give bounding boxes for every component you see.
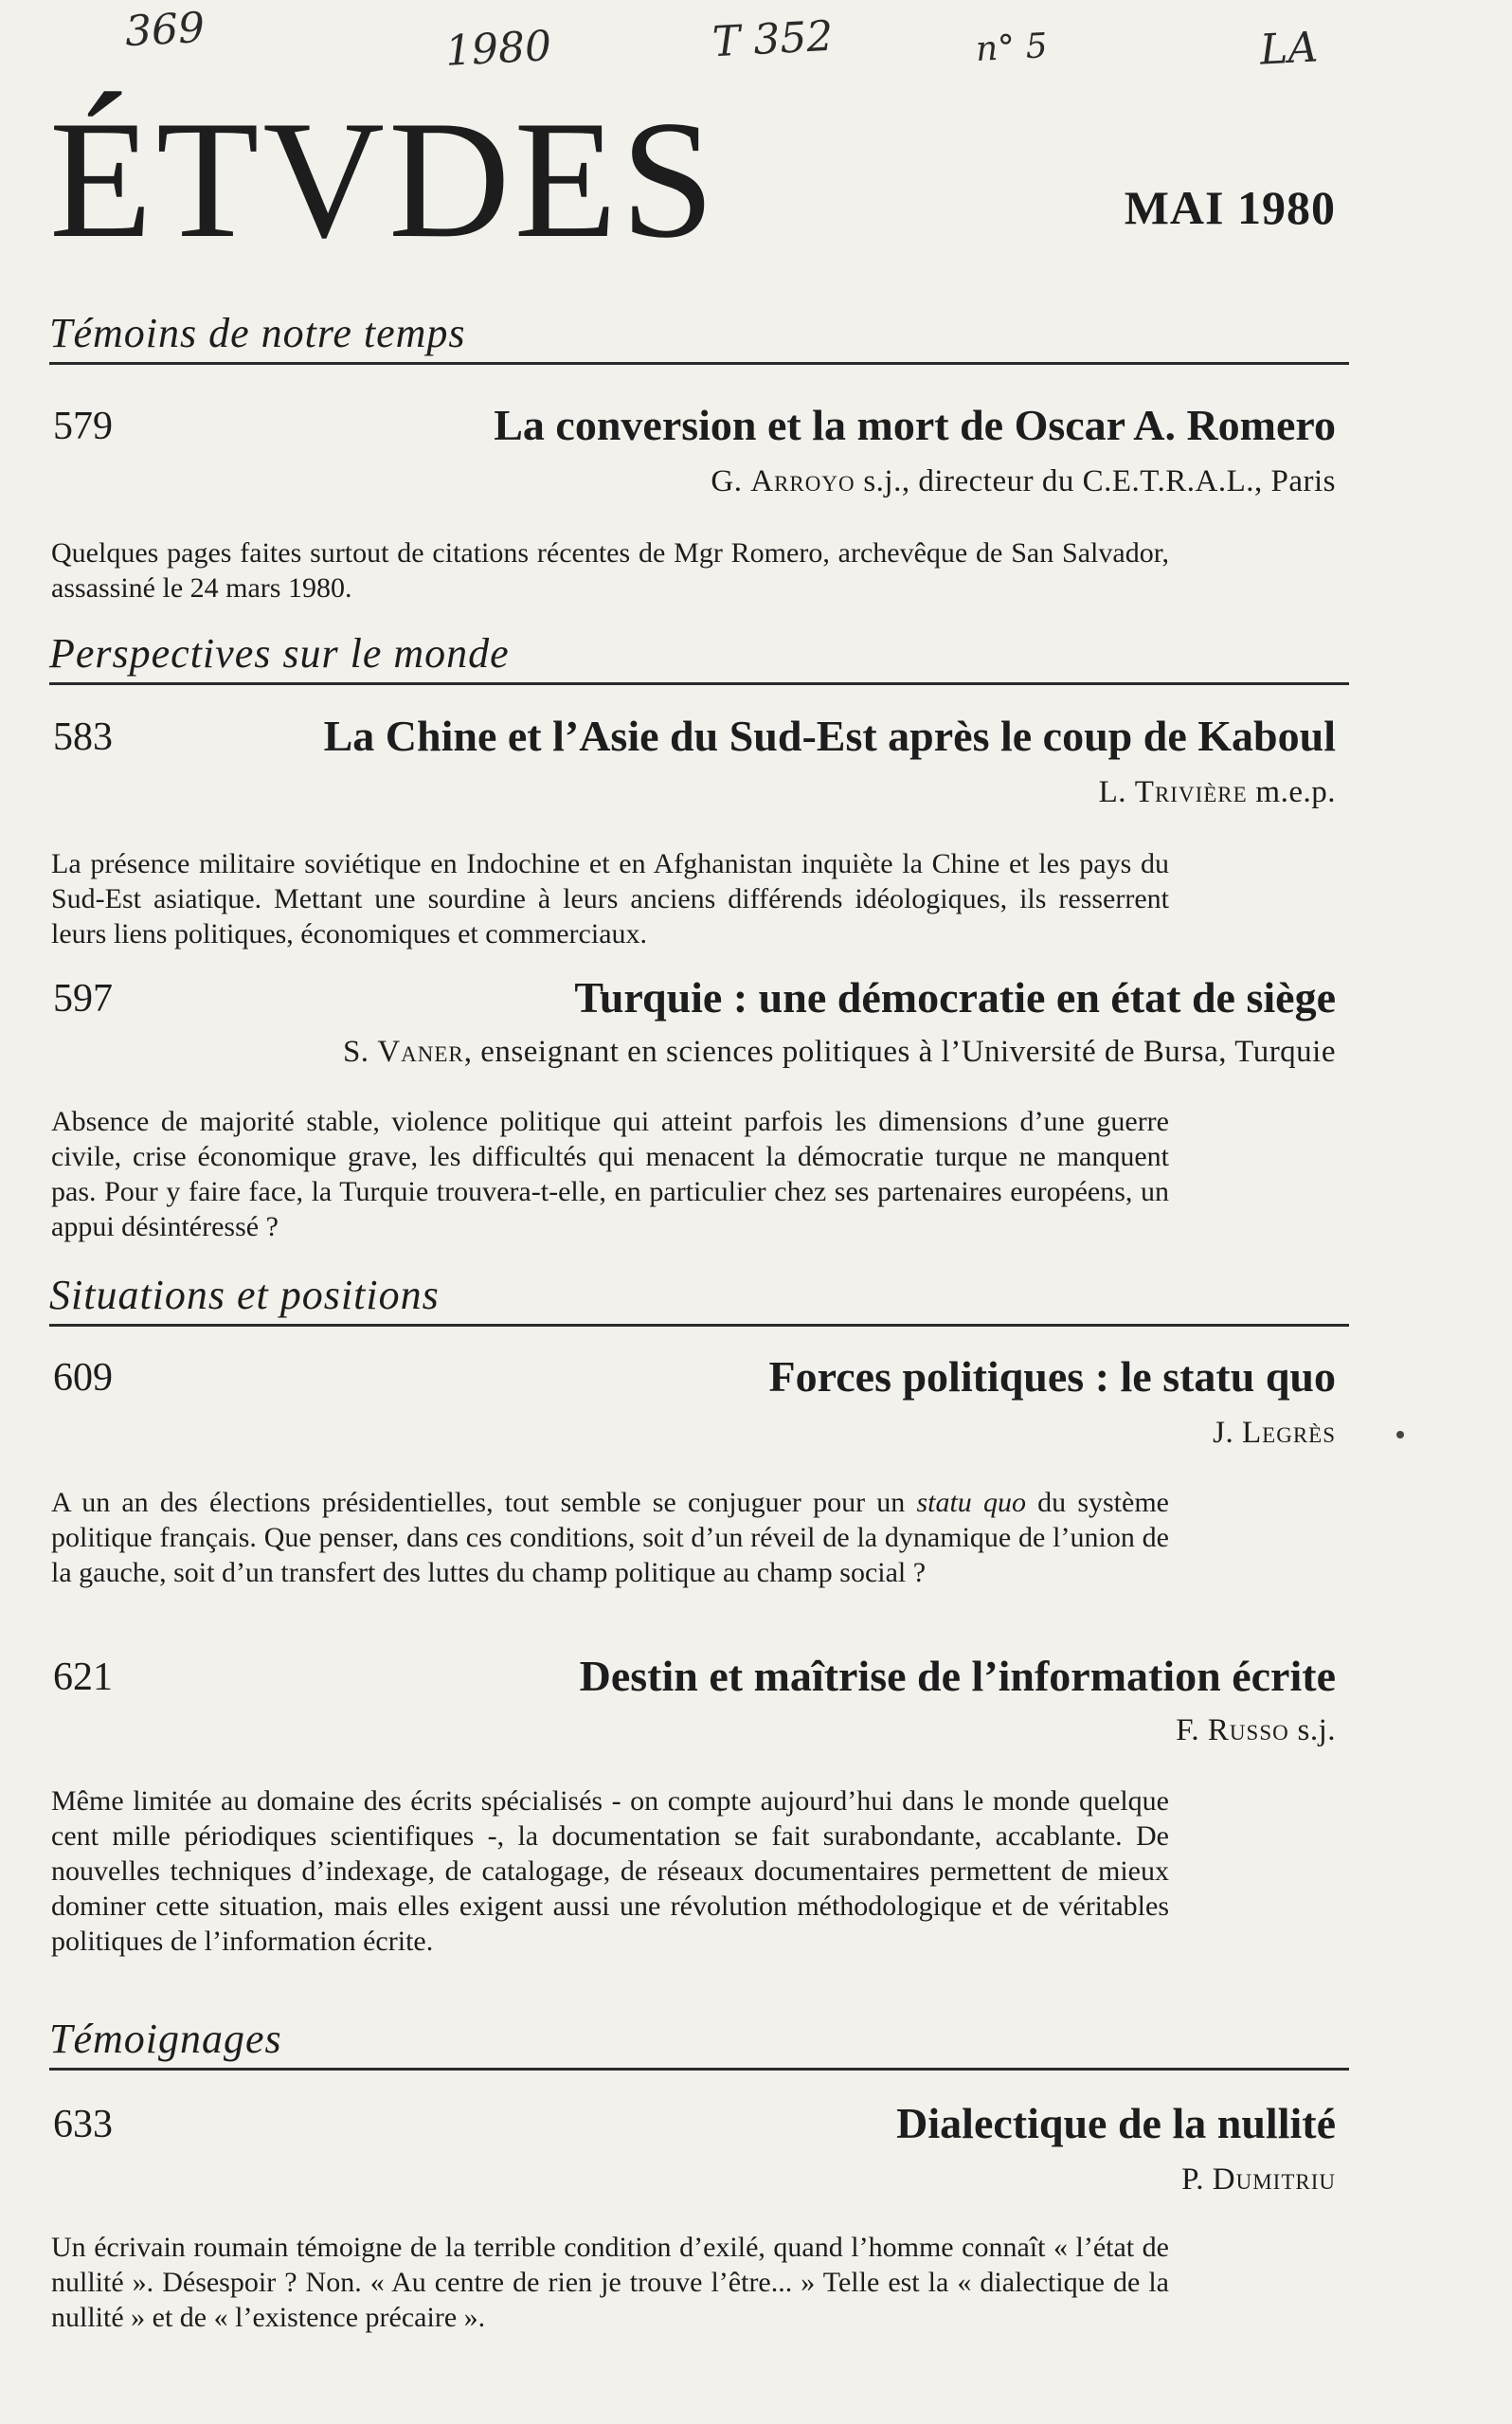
page-number: 597 (53, 977, 113, 1021)
article-summary: Quelques pages faites surtout de citations récentes de Mgr Romero, archevêque de San Salvador, assassiné le 24 mars 1980. (51, 537, 1169, 604)
article-header (49, 1351, 1336, 1412)
article-author: J. Legrès (1213, 1416, 1336, 1450)
handwritten-note: n° 5 (974, 27, 1049, 69)
article-header (49, 972, 1336, 1033)
article-author: S. Vaner, enseignant en sciences politiques à l’Université de Bursa, Turquie (342, 1035, 1336, 1069)
article-summary: A un an des élections présidentielles, tout semble se conjuguer pour un statu quo du système politique français. Que penser, dans ces conditions, soit d’un réveil de la dynamique de l’union de la gauche, soit d’un transfert des luttes du champ politique au champ social ? (51, 1487, 1169, 1588)
article-summary: Même limitée au domaine des écrits spécialisés - on compte aujourd’hui dans le monde quelque cent mille périodiques scientifiques -, la documentation se fait surabondante, accablante. De nouvelles techniques d’indexage, de catalogage, de réseaux documentaires permettent de mieux dominer cette situation, mais elles exigent aussi une révolution méthodologique et de véritables politiques de l’information écrite. (51, 1785, 1169, 1957)
article-title[interactable]: La conversion et la mort de Oscar A. Romero (494, 401, 1336, 449)
article-header (49, 1651, 1336, 1711)
article-title[interactable]: Forces politiques : le statu quo (768, 1352, 1336, 1401)
issue-date: MAI 1980 (1124, 181, 1336, 234)
page-number: 609 (53, 1356, 113, 1400)
article-summary: La présence militaire soviétique en Indochine et en Afghanistan inquiète la Chine et les pays du Sud-Est asiatique. Mettant une sourdine à leurs anciens différends idéologiques, ils resserrent leurs liens politiques, économiques et commerciaux. (51, 848, 1169, 950)
section-heading: Témoins de notre temps (49, 313, 1349, 365)
scan-speck (1396, 1431, 1404, 1438)
page-number: 621 (53, 1655, 113, 1699)
handwritten-note: T 352 (711, 11, 835, 67)
article-summary: Un écrivain roumain témoigne de la terrible condition d’exilé, quand l’homme connaît « l’état de nullité ». Désespoir ? Non. « Au centre de rien je trouve l’être... » Telle est la « dialectique de la nullité » et de « l’existence précaire ». (51, 2232, 1169, 2333)
article-author: G. Arroyo s.j., directeur du C.E.T.R.A.L., Paris (711, 464, 1336, 498)
article-summary: Absence de majorité stable, violence politique qui atteint parfois les dimensions d’une guerre civile, crise économique grave, les difficultés qui menacent la démocratie turque ne manquent pas. Pour y faire face, la Turquie trouvera-t-elle, en particulier chez ses partenaires européens, un appui désintéressé ? (51, 1106, 1169, 1242)
section-heading: Perspectives sur le monde (49, 633, 1349, 685)
handwritten-note: 369 (123, 3, 207, 57)
page-number: 579 (53, 405, 113, 448)
article-author: P. Dumitriu (1181, 2162, 1336, 2197)
article-title[interactable]: La Chine et l’Asie du Sud-Est après le coup de Kaboul (323, 712, 1336, 760)
article-title[interactable]: Destin et maîtrise de l’information écrite (579, 1652, 1336, 1700)
page-number: 583 (53, 715, 113, 759)
section-heading: Témoignages (49, 2018, 1349, 2071)
article-title[interactable]: Turquie : une démocratie en état de siège (574, 973, 1336, 1022)
article-title[interactable]: Dialectique de la nullité (896, 2099, 1336, 2147)
handwritten-note: LA (1258, 23, 1320, 75)
section-heading: Situations et positions (49, 1275, 1349, 1327)
page-number: 633 (53, 2103, 113, 2146)
handwritten-note: 1980 (443, 22, 553, 76)
article-author: F. Russo s.j. (1176, 1713, 1336, 1747)
article-header (49, 2098, 1336, 2159)
journal-title: ÉTVDES (49, 85, 719, 273)
article-header (49, 400, 1336, 461)
article-header (49, 711, 1336, 771)
article-author: L. Trivière m.e.p. (1098, 775, 1336, 809)
